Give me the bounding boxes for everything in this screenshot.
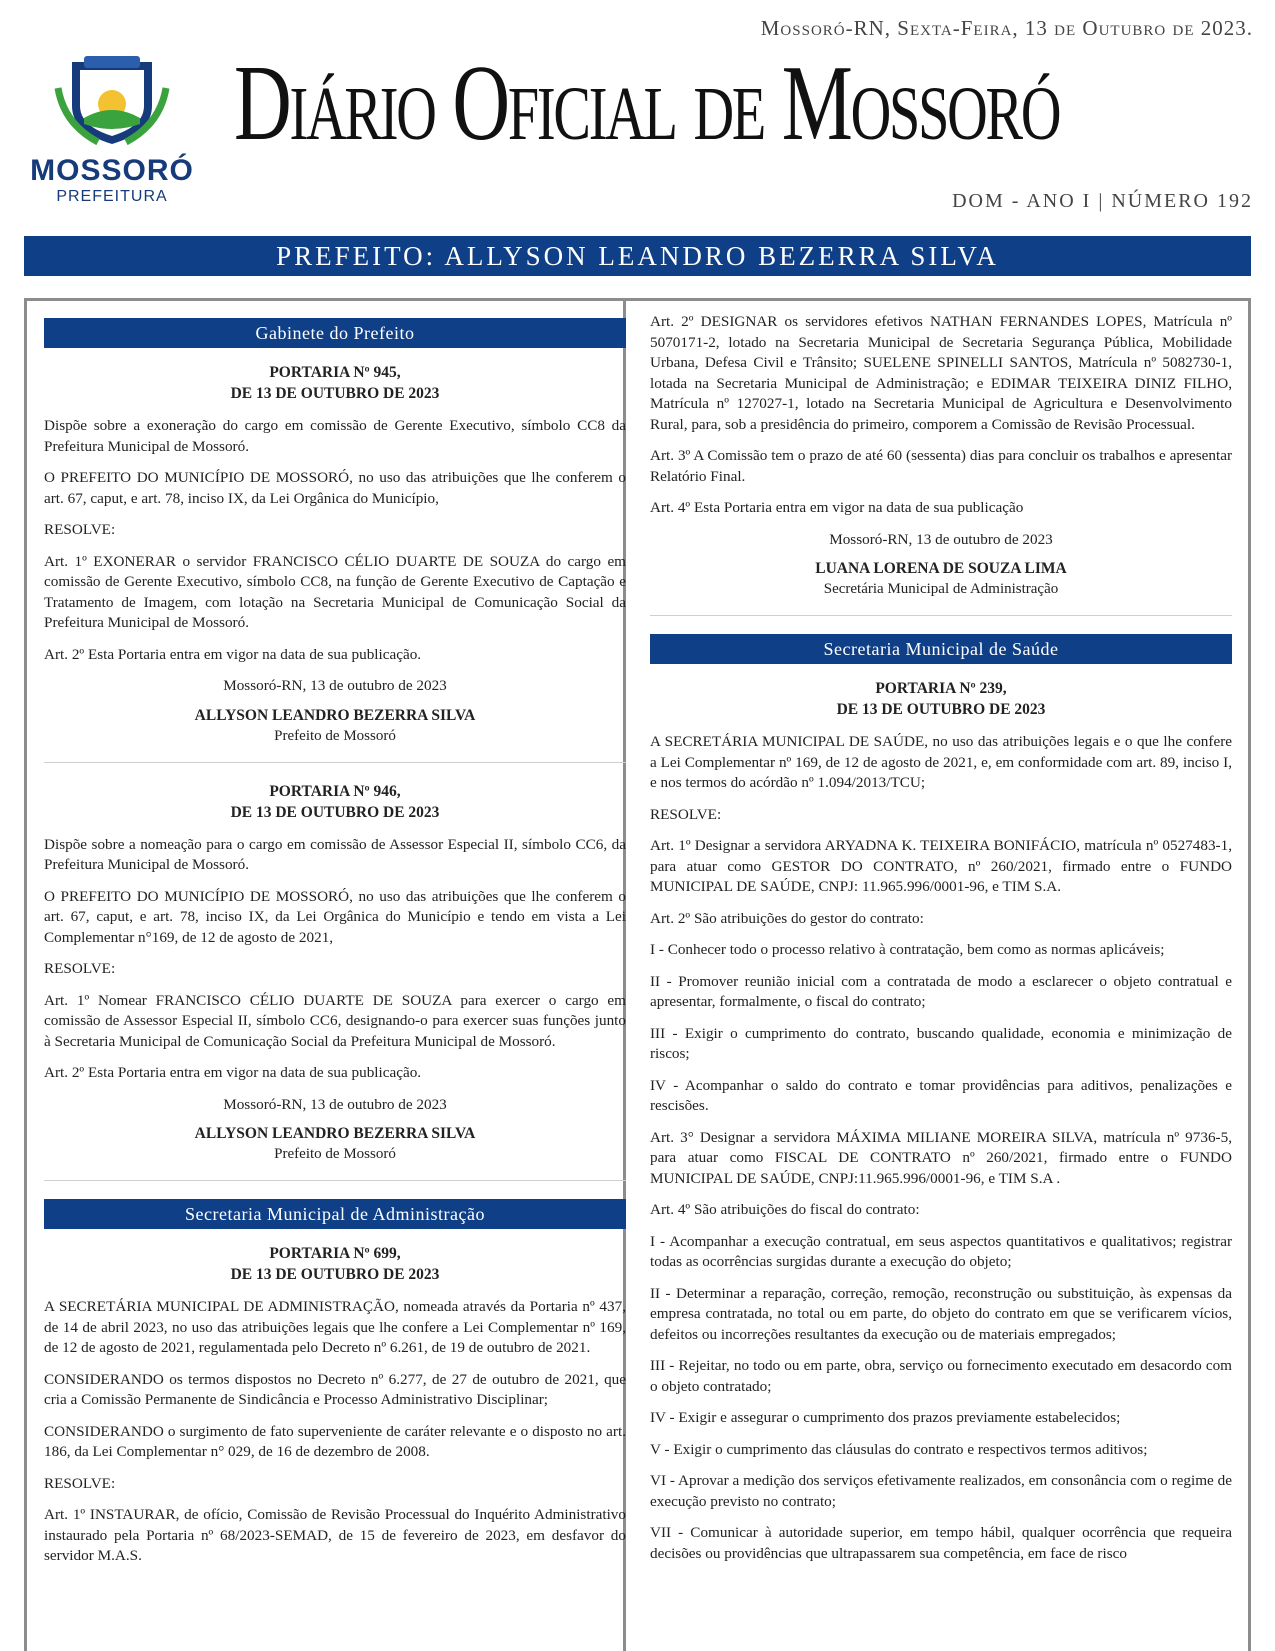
paragraph: II - Promover reunião inicial com a contratada de modo a esclarecer o objeto contratual e apresentar, formalmente, o fiscal do contrato; xyxy=(650,972,1232,1010)
paragraph: Art. 1º Nomear FRANCISCO CÉLIO DUARTE DE SOUZA para exercer o cargo em comissão de Assessor Especial II, símbolo CC6, designando-o para exercer suas funções junto à Secretaria Municipal de Comunicação Social da Prefeitura Municipal de Mossoró. xyxy=(44,991,626,1050)
paragraph: IV - Acompanhar o saldo do contrato e tomar providências para aditivos, penalizações e rescisões. xyxy=(650,1076,1232,1114)
publication-date: Mossoró-RN, Sexta-Feira, 13 de Outubro de 2023. xyxy=(760,16,1253,40)
place-date: Mossoró-RN, 13 de outubro de 2023 xyxy=(829,530,1053,548)
paragraph: RESOLVE: xyxy=(650,805,722,823)
portaria-945-title xyxy=(44,362,626,404)
mayor-banner: PREFEITO: ALLYSON LEANDRO BEZERRA SILVA xyxy=(24,236,1251,276)
paragraph: A SECRETÁRIA MUNICIPAL DE SAÚDE, no uso das atribuições legais e o que lhe confere a Lei Complementar nº 169, de 12 de agosto de 2021, e, em conformidade com art. 89, inciso I, e nos termos do acórdão nº 1.094/2013/TCU; xyxy=(650,733,1232,791)
logo-subtitle: PREFEITURA xyxy=(56,188,168,205)
separator xyxy=(44,1180,626,1181)
paragraph: I - Acompanhar a execução contratual, em seus aspectos quantitativos e qualitativos; registrar todas as ocorrências surgidas durante a execução do objeto; xyxy=(650,1232,1232,1270)
signer-name: ALLYSON LEANDRO BEZERRA SILVA xyxy=(194,706,476,724)
separator xyxy=(44,762,626,763)
prefeitura-logo xyxy=(22,48,202,208)
paragraph: Art. 4º Esta Portaria entra em vigor na data de sua publicação xyxy=(650,499,1024,516)
paragraph: Art. 1º Designar a servidora ARYADNA K. TEIXEIRA BONIFÁCIO, matrícula nº 0527483-1, para atuar como GESTOR DO CONTRATO, nº 260/2021, firmado entre o FUNDO MUNICIPAL DE SAÚDE, CNPJ: 11.965.996/0001-96, e TIM S.A. xyxy=(650,837,1232,895)
paragraph: II - Determinar a reparação, correção, remoção, reconstrução ou substituição, às expensas da empresa contratada, no total ou em parte, do objeto do contrato em que se verificarem vícios, defeitos ou incorreções resultantes da execução ou de materiais empregados; xyxy=(650,1284,1232,1343)
title-line: DE 13 DE OUTUBRO DE 2023 xyxy=(230,385,440,402)
signer-role: Secretária Municipal de Administração xyxy=(823,581,1059,597)
paragraph: Art. 2º Esta Portaria entra em vigor na data de sua publicação. xyxy=(44,645,422,663)
paragraph: CONSIDERANDO o surgimento de fato superveniente de caráter relevante e o disposto no art. 186, da Lei Complementar n° 029, de 16 de dezembro de 2008. xyxy=(44,1422,626,1460)
paragraph: CONSIDERANDO os termos dispostos no Decreto nº 6.277, de 27 de outubro de 2021, que cria a Comissão Permanente de Sindicância e Processo Administrativo Disciplinar; xyxy=(44,1370,626,1408)
place-date: Mossoró-RN, 13 de outubro de 2023 xyxy=(223,677,447,694)
coat-of-arms-icon xyxy=(54,48,170,148)
paragraph: RESOLVE: xyxy=(44,1474,116,1492)
title-line: PORTARIA Nº 945, xyxy=(269,364,401,381)
paragraph: O PREFEITO DO MUNICÍPIO DE MOSSORÓ, no uso das atribuições que lhe conferem o art. 67, caput, e art. 78, inciso IX, da Lei Orgânica do Município e tendo em vista a Lei Complementar n°169, de 12 de agosto de 2021, xyxy=(44,887,626,946)
paragraph: Art. 3° Designar a servidora MÁXIMA MILIANE MOREIRA SILVA, matrícula nº 9736-5, para atuar como FISCAL DE CONTRATO nº 260/2021, firmado entre o FUNDO MUNICIPAL DE SAÚDE, CNPJ:11.965.996/0001-96, e TIM S.A . xyxy=(650,1128,1232,1187)
signer-name: ALLYSON LEANDRO BEZERRA SILVA xyxy=(194,1125,476,1142)
paragraph: A SECRETÁRIA MUNICIPAL DE ADMINISTRAÇÃO, nomeada através da Portaria nº 437, de 14 de abril 2023, no uso das atribuições legais que lhe confere a Lei Complementar nº 169, de 12 de agosto de 2021, regulamentada pelo Decreto nº 6.261, de 19 de outubro de 2021. xyxy=(44,1298,626,1356)
paragraph: I - Conhecer todo o processo relativo à contratação, bem como as normas aplicáveis; xyxy=(650,941,1165,958)
signer-role: Prefeito de Mossoró xyxy=(274,727,396,744)
edition-number: DOM - ANO I | NÚMERO 192 xyxy=(952,190,1253,212)
paragraph: Dispõe sobre a exoneração do cargo em comissão de Gerente Executivo, símbolo CC8 da Prefeitura Municipal de Mossoró. xyxy=(44,417,626,455)
paragraph: RESOLVE: xyxy=(44,960,116,977)
signer-role: Prefeito de Mossoró xyxy=(274,1146,396,1162)
separator xyxy=(650,615,1232,616)
paragraph: Art. 1º INSTAURAR, de ofício, Comissão de Revisão Processual do Inquérito Administrativo instaurado pela Portaria nº 68/2023-SEMAD, de 15 de fevereiro de 2023, em desfavor do servidor M.A.S. xyxy=(44,1506,626,1564)
section-header-gabinete: Gabinete do Prefeito xyxy=(44,318,626,348)
paragraph: VII - Comunicar à autoridade superior, em tempo hábil, qualquer ocorrência que requeira decisões ou providências que ultrapassarem sua competência, em face de risco xyxy=(650,1524,1232,1562)
paragraph: Art. 1º EXONERAR o servidor FRANCISCO CÉLIO DUARTE DE SOUZA do cargo em comissão de Gerente Executivo, símbolo CC8, na função de Gerente Executivo de Captação e Tratamento de Imagem, com lotação na Secretaria Municipal de Comunicação Social da Prefeitura Municipal de Mossoró. xyxy=(44,552,626,631)
masthead-title: Diário Oficial de Mossoró xyxy=(234,44,1060,163)
paragraph: RESOLVE: xyxy=(44,521,116,538)
title-line: DE 13 DE OUTUBRO DE 2023 xyxy=(230,803,440,821)
paragraph: III - Rejeitar, no todo ou em parte, obra, serviço ou fornecimento executado em desacordo com o objeto contratado; xyxy=(650,1357,1232,1395)
title-line: DE 13 DE OUTUBRO DE 2023 xyxy=(836,701,1046,718)
signer-name: LUANA LORENA DE SOUZA LIMA xyxy=(815,560,1067,577)
title-line: DE 13 DE OUTUBRO DE 2023 xyxy=(230,1266,440,1283)
paragraph: Art. 2º Esta Portaria entra em vigor na data de sua publicação. xyxy=(44,1064,422,1081)
paragraph: Art. 2º São atribuições do gestor do contrato: xyxy=(650,909,924,927)
title-line: PORTARIA Nº 946, xyxy=(269,782,401,800)
paragraph: O PREFEITO DO MUNICÍPIO DE MOSSORÓ, no uso das atribuições que lhe conferem o art. 67, caput, e art. 78, inciso IX, da Lei Orgânica do Município, xyxy=(44,469,626,507)
paragraph: Dispõe sobre a nomeação para o cargo em comissão de Assessor Especial II, símbolo CC6, da Prefeitura Municipal de Mossoró. xyxy=(44,835,626,873)
portaria-239-title xyxy=(650,678,1232,720)
right-column xyxy=(650,312,1232,1575)
portaria-946-title xyxy=(44,781,626,823)
paragraph: V - Exigir o cumprimento das cláusulas do contrato e respectivos termos aditivos; xyxy=(650,1440,1148,1458)
section-header-saude: Secretaria Municipal de Saúde xyxy=(650,634,1232,664)
paragraph: III - Exigir o cumprimento do contrato, buscando qualidade, economia e minimização de riscos; xyxy=(650,1024,1232,1062)
paragraph: VI - Aprovar a medição dos serviços efetivamente realizados, em consonância com o regime de execução previsto no contrato; xyxy=(650,1472,1232,1510)
place-date: Mossoró-RN, 13 de outubro de 2023 xyxy=(223,1095,447,1113)
left-column xyxy=(44,318,626,1578)
paragraph: Art. 4º São atribuições do fiscal do contrato: xyxy=(650,1201,920,1218)
paragraph: Art. 3º A Comissão tem o prazo de até 60 (sessenta) dias para concluir os trabalhos e apresentar Relatório Final. xyxy=(650,447,1232,485)
section-header-administracao: Secretaria Municipal de Administração xyxy=(44,1199,626,1229)
logo-city-name: MOSSORÓ xyxy=(30,154,194,187)
title-line: PORTARIA Nº 699, xyxy=(269,1245,401,1262)
paragraph: IV - Exigir e assegurar o cumprimento dos prazos previamente estabelecidos; xyxy=(650,1409,1121,1426)
portaria-699-title xyxy=(44,1243,626,1285)
paragraph: Art. 2º DESIGNAR os servidores efetivos NATHAN FERNANDES LOPES, Matrícula nº 5070171-2, lotado na Secretaria Municipal de Secretaria Segurança Pública, Mobilidade Urbana, Defesa Civil e Trânsito; SUELENE SPINELLI SANTOS, Matrícula nº 5082730-1, lotada na Secretaria Municipal de Administração; e EDIMAR TEIXEIRA DINIZ FILHO, Matrícula nº 127027-1, lotado na Secretaria Municipal de Agricultura e Desenvolvimento Rural, para, sob a presidência do primeiro, comporem a Comissão de Revisão Processual. xyxy=(650,313,1232,433)
title-line: PORTARIA Nº 239, xyxy=(875,680,1007,697)
